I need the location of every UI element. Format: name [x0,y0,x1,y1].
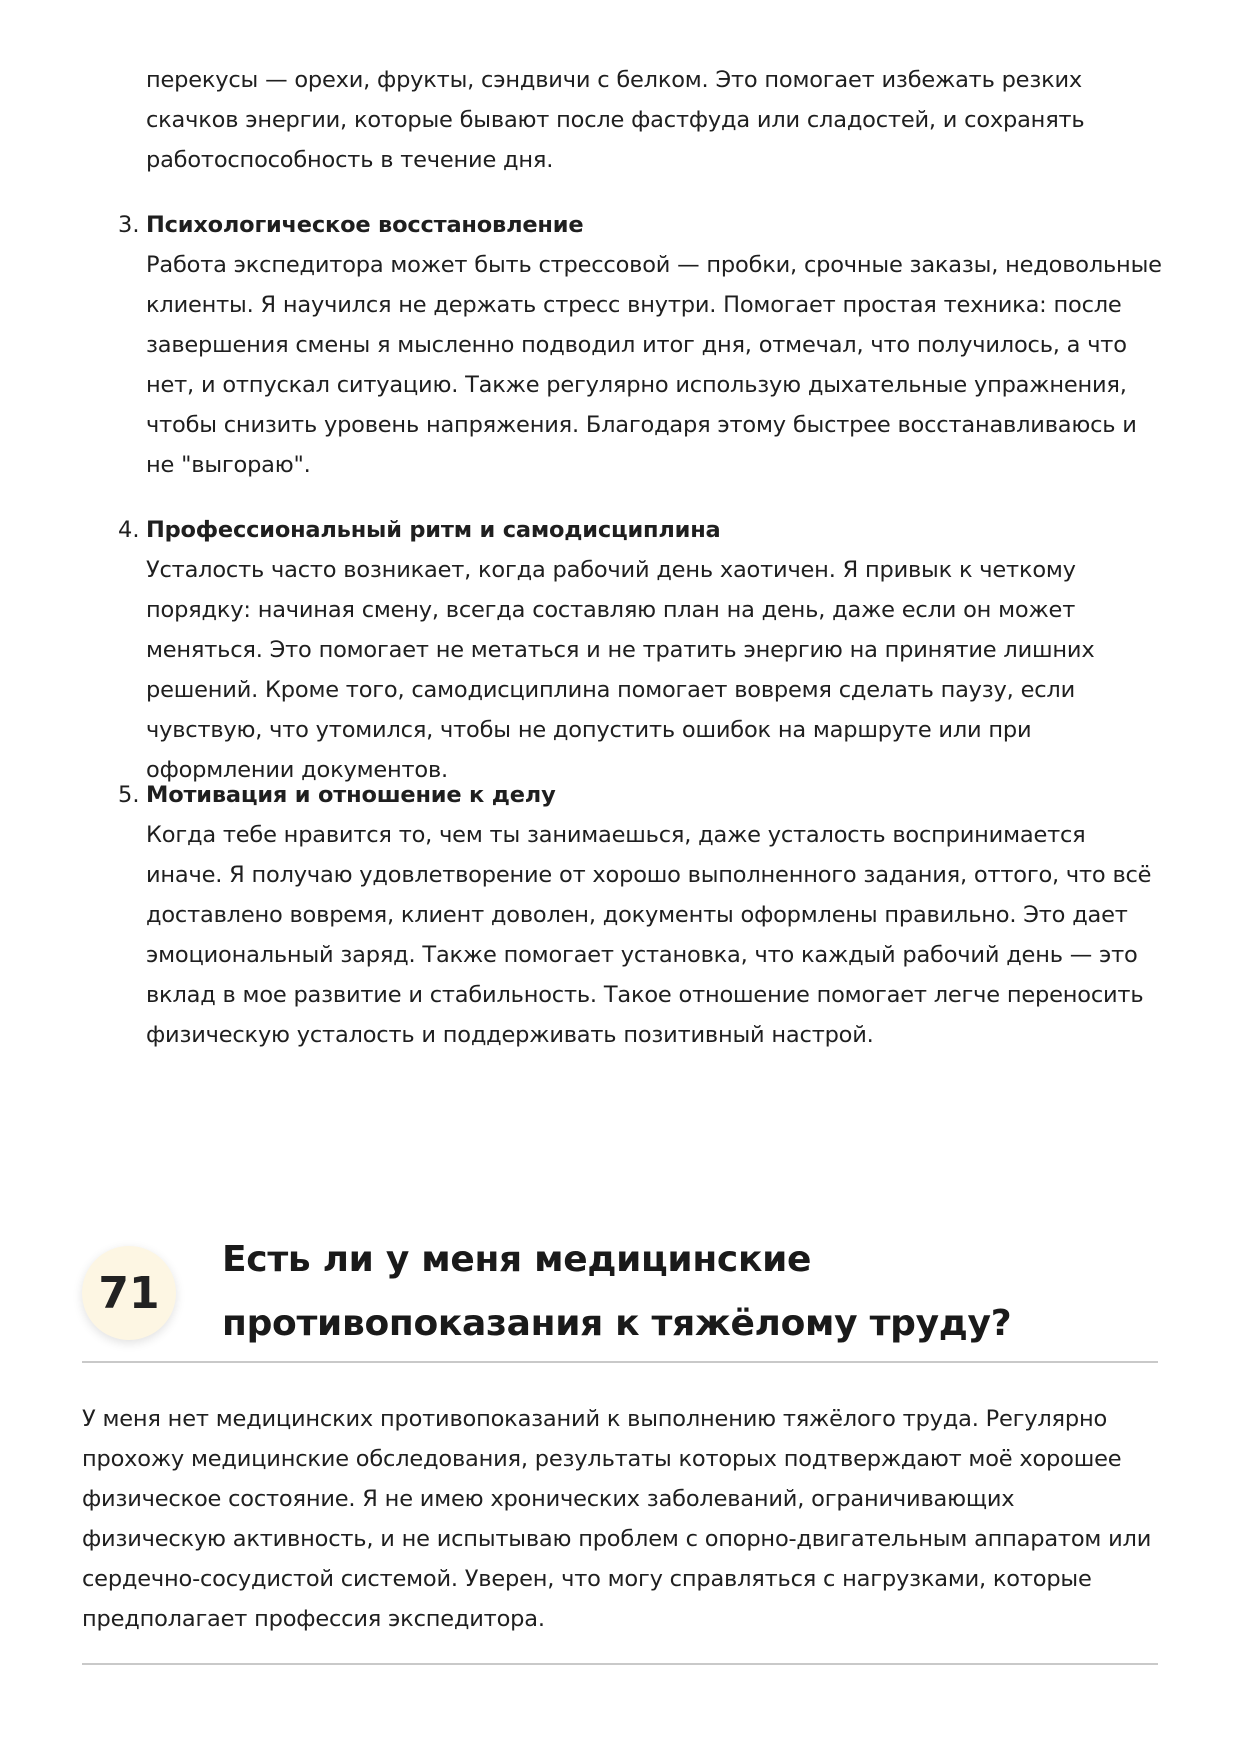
divider [82,1663,1158,1665]
list-item [118,205,1166,485]
list-item-number: 3. [118,212,140,238]
list-item-number: 4. [118,517,140,543]
list-item-title: Профессиональный ритм и самодисциплина [146,517,721,543]
list-item-title: Психологическое восстановление [146,212,584,238]
continuation-paragraph: перекусы — орехи, фрукты, сэндвичи с белком. Это помогает избежать резких скачков энергии, которые бывают после фастфуда или сладостей, и сохранять работоспособность в течение дня. [146,67,1085,173]
question-number-badge: 71 [82,1246,176,1340]
list-item [118,775,1166,1055]
list-item-body: Усталость часто возникает, когда рабочий день хаотичен. Я привык к четкому порядку: начиная смену, всегда составляю план на день, даже если он может меняться. Это помогает не метаться и не тратить энергию на принятие лишних решений. Кроме того, самодисциплина помогает вовремя сделать паузу, если чувствую, что утомился, чтобы не допустить ошибок на маршруте или при оформлении документов. [146,557,1095,783]
list-item [118,510,1166,790]
list-item-number: 5. [118,782,140,808]
question-title: Есть ли у меня медицинские противопоказания к тяжёлому труду? [222,1239,1012,1344]
list-item-body: Когда тебе нравится то, чем ты занимаешься, даже усталость воспринимается иначе. Я получаю удовлетворение от хорошо выполненного задания, оттого, что всё доставлено вовремя, клиент доволен, документы оформлены правильно. Это дает эмоциональный заряд. Также помогает установка, что каждый рабочий день — это вклад в мое развитие и стабильность. Такое отношение помогает легче переносить физическую усталость и поддерживать позитивный настрой. [146,822,1152,1048]
list-item-title: Мотивация и отношение к делу [146,782,556,808]
divider [82,1361,1158,1363]
answer-paragraph: У меня нет медицинских противопоказаний к выполнению тяжёлого труда. Регулярно прохожу медицинские обследования, результаты которых подтверждают моё хорошее физическое состояние. Я не имею хронических заболеваний, ограничивающих физическую активность, и не испытываю проблем с опорно-двигательным аппаратом или сердечно-сосудистой системой. Уверен, что могу справляться с нагрузками, которые предполагает профессия экспедитора. [82,1406,1152,1632]
list-item-body: Работа экспедитора может быть стрессовой — пробки, срочные заказы, недовольные клиенты. Я научился не держать стресс внутри. Помогает простая техника: после завершения смены я мысленно подводил итог дня, отмечал, что получилось, а что нет, и отпускал ситуацию. Также регулярно использую дыхательные упражнения, чтобы снизить уровень напряжения. Благодаря этому быстрее восстанавливаюсь и не "выгораю". [146,252,1162,478]
